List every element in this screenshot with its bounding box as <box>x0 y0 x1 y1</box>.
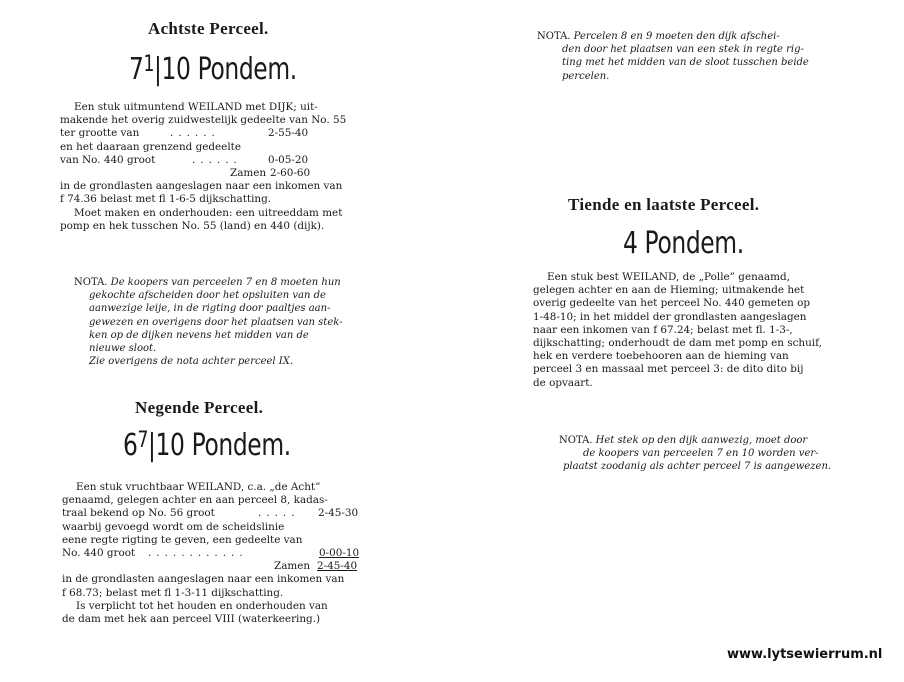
watermark: www.lytsewierrum.nl <box>727 647 883 662</box>
perceel-8-nota <box>74 276 394 368</box>
size-bar: | <box>154 52 162 87</box>
body-line: hek en verdere toebehooren aan de hieming van <box>533 350 789 363</box>
row-dots: ...... <box>192 153 242 166</box>
nota-label: NOTA. <box>74 277 108 288</box>
nota-line: nieuwe sloot. <box>89 342 157 354</box>
nota-text: Percelen 8 en 9 moeten den dijk afschei- <box>573 31 780 42</box>
perceel-9-size <box>123 428 291 463</box>
nota-line: Zie overigens de nota achter perceel IX. <box>89 356 294 368</box>
size-den: 10 <box>161 52 191 87</box>
nota-line <box>559 434 851 447</box>
body-line: overig gedeelte van het perceel No. 440 gemeten op <box>533 297 811 310</box>
size-unit: Pondem. <box>197 52 297 87</box>
body-line: f 74.36 belast met fl 1-6-5 dijkschatting. <box>60 193 272 206</box>
row-value: 2-45-40 <box>317 560 358 573</box>
row-dots: ..... <box>258 507 300 520</box>
row-label: waarbij gevoegd wordt om de scheidslinie <box>62 520 285 533</box>
measure-row <box>62 547 382 560</box>
size-sup: 1 <box>143 52 155 77</box>
perceel-10-heading: Tiende en laatste Perceel. <box>568 195 760 214</box>
nota-text: De koopers van perceelen 7 en 8 moeten hun <box>110 277 341 288</box>
row-label: en het daaraan grenzend gedeelte <box>60 140 241 153</box>
nota-label: NOTA. <box>559 435 593 446</box>
nota-line <box>74 276 394 289</box>
row-label: traal bekend op No. 56 groot <box>62 507 215 520</box>
row-label: eene regte rigting te geven, een gedeelte van <box>62 533 303 546</box>
body-line: perceel 3 en massaal met perceel 3: de dito dito bij <box>533 363 804 376</box>
row-label: Zamen <box>274 560 311 573</box>
body-line: dijkschatting; onderhoudt de dam met pomp en schuif, <box>533 336 822 349</box>
row-value: 2-45-30 <box>318 507 359 520</box>
perceel-10-size <box>623 226 744 261</box>
row-value: 2-55-40 <box>268 127 309 140</box>
body-line: pomp en hek tusschen No. 55 (land) en 440 (dijk). <box>60 219 325 232</box>
row-label: Zamen <box>230 166 267 179</box>
perceel-8-heading: Achtste Perceel. <box>148 19 269 38</box>
body-line: de dam met hek aan perceel VIII (waterkeering.) <box>62 612 321 625</box>
measure-row <box>60 141 380 154</box>
nota-line <box>537 30 847 43</box>
body-line: in de grondlasten aangeslagen naar een inkomen van <box>62 573 345 586</box>
row-dots: ............ <box>148 546 248 559</box>
nota-label: NOTA. <box>537 31 571 42</box>
nota-percelen-8-9 <box>537 30 847 83</box>
size-whole: 7 <box>129 52 144 87</box>
perceel-8-size <box>129 52 297 87</box>
size-unit: Pondem. <box>644 226 744 261</box>
body-line: gelegen achter en aan de Hieming; uitmakende het <box>533 284 805 297</box>
perceel-8-body <box>60 101 380 233</box>
body-line: de opvaart. <box>533 376 593 389</box>
nota-line: ting met het midden van de sloot tusschen beide <box>562 57 809 69</box>
measure-row <box>62 521 382 534</box>
row-label: No. 440 groot <box>62 546 136 559</box>
body-line: genaamd, gelegen achter en aan perceel 8, kadas- <box>62 494 328 507</box>
row-label: van No. 440 groot <box>60 153 156 166</box>
size-den: 10 <box>155 428 185 463</box>
size-whole: 6 <box>123 428 138 463</box>
row-value: 0-00-10 <box>319 546 360 559</box>
size-bar: | <box>148 428 156 463</box>
nota-line: gekochte afscheiden door het opsluiten van de <box>89 290 326 302</box>
nota-line: gewezen en overigens door het plaatsen van stek- <box>89 316 343 328</box>
row-value: 2-60-60 <box>270 166 311 179</box>
body-line: Een stuk best WEILAND, de „Polle” genaamd, <box>547 271 790 283</box>
size-unit: Pondem. <box>191 428 291 463</box>
row-dots: ...... <box>170 127 220 140</box>
measure-row <box>60 127 380 140</box>
perceel-9-heading: Negende Perceel. <box>135 398 264 417</box>
nota-text: Het stek op den dijk aanwezig, moet door <box>595 435 808 446</box>
size-whole: 4 <box>623 226 638 261</box>
perceel-10-nota <box>559 434 851 474</box>
nota-line: ken op de dijken nevens het midden van de <box>89 329 309 341</box>
nota-line: den door het plaatsen van een stek in regte rig- <box>562 44 804 56</box>
measure-row <box>60 167 380 180</box>
measure-row <box>62 534 382 547</box>
body-line: makende het overig zuidwestelijk gedeelte van No. 55 <box>60 114 347 127</box>
body-line: Is verplicht tot het houden en onderhouden van <box>76 599 328 612</box>
row-label: ter grootte van <box>60 127 140 140</box>
nota-line: percelen. <box>562 70 610 82</box>
body-line: f 68.73; belast met fl 1-3-11 dijkschatting. <box>62 586 284 599</box>
body-line: Een stuk vruchtbaar WEILAND, c.a. „de Acht” <box>76 481 321 493</box>
measure-row <box>62 507 382 520</box>
nota-line: plaatst zoodanig als achter perceel 7 is aangewezen. <box>563 461 832 473</box>
nota-line: de koopers van perceelen 7 en 10 worden ver- <box>583 448 819 460</box>
body-line: in de grondlasten aangeslagen naar een inkomen van <box>60 180 343 193</box>
nota-line: aanwezige leije, in de rigting door paaltjes aan- <box>89 303 331 315</box>
measure-row <box>60 154 380 167</box>
body-line: Een stuk uitmuntend WEILAND met DIJK; uit- <box>74 101 318 113</box>
body-line: Moet maken en onderhouden: een uitreeddam met <box>74 206 343 219</box>
perceel-10-body <box>533 271 849 390</box>
body-line: naar een inkomen van f 67.24; belast met fl. 1-3-, <box>533 323 793 336</box>
measure-row <box>62 560 382 573</box>
row-value: 0-05-20 <box>268 153 309 166</box>
size-sup: 7 <box>137 428 149 453</box>
perceel-9-body <box>62 481 382 626</box>
body-line: 1-48-10; in het middel der grondlasten aangeslagen <box>533 310 807 323</box>
